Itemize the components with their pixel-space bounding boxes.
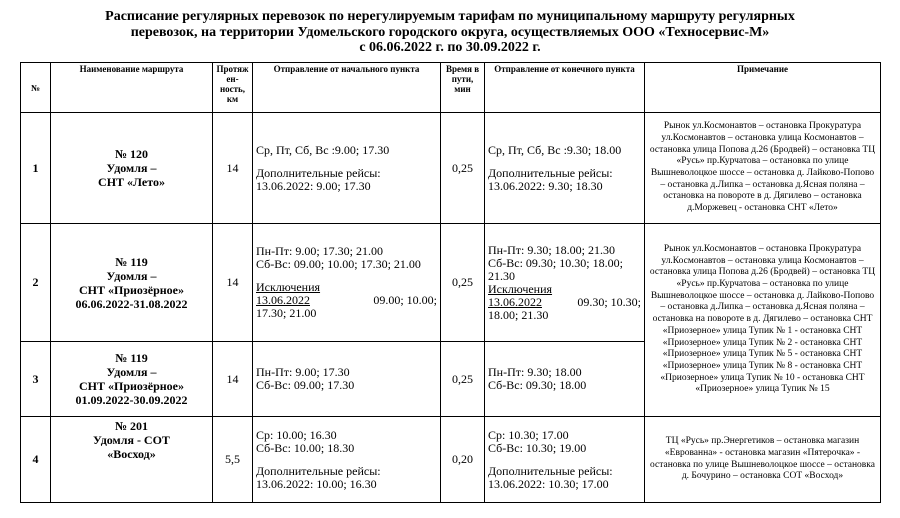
travel-time: 0,20 xyxy=(441,417,485,503)
exceptions-label: Исключения xyxy=(488,281,553,296)
row-number: 1 xyxy=(21,113,51,224)
departure-start xyxy=(253,224,441,342)
schedule-weekend: Сб-Вс: 09.00; 17.30 xyxy=(256,378,355,392)
title-line-1: Расписание регулярных перевозок по нерегулируемым тарифам по муниципальному маршруту регулярных xyxy=(105,9,795,24)
route-note: Рынок ул.Космонавтов – остановка Прокуратура ул.Космонавтов – остановка улица Космонавтов – остановка улица Попова д.26 (Бродвей) – остановка ТЦ «Русь» пр.Курчатова – остановка по улице Вышневолоцкое шоссе – остановка д. Лайково-Попово – остановка д.Липка – остановка д.Ясная поляна – остановка на повороте в д. Дягилево – остановка д.Моржевец - остановка СНТ «Лето» xyxy=(645,113,881,224)
travel-time: 0,25 xyxy=(441,113,485,224)
header-departure-start: Отправление от начального пункта xyxy=(253,63,441,113)
route-number: № 120 xyxy=(114,147,149,161)
extra-value: 13.06.2022: 9.30; 18.30 xyxy=(488,178,603,193)
exceptions-date: 13.06.2022 xyxy=(488,294,542,309)
route-line-1: Удомля - СОТ xyxy=(93,433,170,447)
route-number: № 201 xyxy=(114,419,149,433)
extra-label: Дополнительные рейсы: xyxy=(256,165,381,180)
exceptions-times-cont: 17.30; 21.00 xyxy=(256,306,317,320)
header-travel-time: Время в пути, мин xyxy=(441,63,485,113)
route-name xyxy=(51,342,213,417)
schedule-weekend: Сб-Вс: 09.30; 18.00 xyxy=(488,378,587,392)
extra-value: 13.06.2022: 10.30; 17.00 xyxy=(488,476,609,491)
schedule-weekend: Сб-Вс: 10.00; 18.30 xyxy=(256,440,355,455)
schedule-weekday: Пн-Пт: 9.00; 17.30; 21.00 xyxy=(256,244,383,258)
title-line-3: с 06.06.2022 г. по 30.09.2022 г. xyxy=(359,40,541,55)
exceptions-times-cont: 18.00; 21.30 xyxy=(488,307,549,322)
document-title xyxy=(20,0,880,56)
title-line-2: перевозок, на территории Удомельского городского округа, осуществляемых ООО «Техносервис-М» xyxy=(130,24,770,40)
header-note: Примечание xyxy=(645,63,881,113)
route-line-1: Удомля – xyxy=(106,161,157,175)
departure-end xyxy=(485,417,645,503)
departure-start xyxy=(253,113,441,224)
route-number: № 119 xyxy=(115,351,148,365)
route-name xyxy=(51,417,213,503)
extra-value: 13.06.2022: 9.00; 17.30 xyxy=(256,178,371,193)
extra-value: 13.06.2022: 10.00; 16.30 xyxy=(256,476,377,491)
schedule-main: Ср, Пт, Сб, Вс :9.00; 17.30 xyxy=(256,142,390,157)
route-period: 01.09.2022-30.09.2022 xyxy=(75,393,188,407)
schedule-weekend: Сб-Вс: 09.30; 10.30; 18.00; 21.30 xyxy=(488,255,623,283)
route-note: ТЦ «Русь» пр.Энергетиков – остановка магазин «Еврованна» - остановка магазин «Пятерочка» - остановка по улице Вышневолоцкое шоссе – остановка д. Бочурино – остановка СОТ «Восход» xyxy=(645,417,881,503)
header-length: Протяж ен-ность, км xyxy=(213,63,253,113)
schedule-weekday: Ср: 10.30; 17.00 xyxy=(488,427,569,442)
departure-end xyxy=(485,224,645,342)
schedule-weekend: Сб-Вс: 10.30; 19.00 xyxy=(488,440,587,455)
exceptions-label: Исключения xyxy=(256,280,321,294)
exceptions-times: 09.00; 10.00; xyxy=(373,293,437,307)
route-line-2: СНТ «Приозёрное» xyxy=(79,379,184,393)
row-number: 3 xyxy=(21,342,51,417)
row-number: 2 xyxy=(21,224,51,342)
departure-end xyxy=(485,342,645,417)
header-num: № xyxy=(21,63,51,113)
extra-label: Дополнительные рейсы: xyxy=(256,463,381,478)
route-length: 14 xyxy=(213,342,253,417)
table-row xyxy=(21,224,881,342)
departure-start xyxy=(253,417,441,503)
route-length: 14 xyxy=(213,224,253,342)
departure-start xyxy=(253,342,441,417)
schedule-table xyxy=(20,62,881,503)
route-line-1: Удомля – xyxy=(106,268,157,283)
departure-end xyxy=(485,113,645,224)
schedule-weekend: Сб-Вс: 09.00; 10.00; 17.30; 21.00 xyxy=(256,257,421,271)
route-length: 14 xyxy=(213,113,253,224)
extra-label: Дополнительные рейсы: xyxy=(488,463,613,478)
row-number: 4 xyxy=(21,417,51,503)
schedule-weekday: Пн-Пт: 9.30; 18.00 xyxy=(488,365,582,379)
route-name xyxy=(51,224,213,342)
exceptions-line xyxy=(488,296,641,309)
header-route-name: Наименование маршрута xyxy=(51,63,213,113)
header-departure-end: Отправление от конечного пункта xyxy=(485,63,645,113)
table-row xyxy=(21,417,881,503)
route-note: Рынок ул.Космонавтов – остановка Прокуратура ул.Космонавтов – остановка улица Космонавтов – остановка улица Попова д.26 (Бродвей) – остановка ТЦ «Русь» пр.Курчатова – остановка по улице Вышневолоцкое шоссе – остановка д. Лайково-Попово – остановка д.Липка – остановка д.Ясная поляна – остановка на повороте в д. Дягилево – остановка СНТ «Приозерное» улица Тупик № 1 - остановка СНТ «Приозерное» улица Тупик № 2 - остановка СНТ «Приозерное» улица Тупик № 5 - остановка СНТ «Приозерное» улица Тупик № 8 - остановка СНТ «Приозерное» улица Тупик № 10 - остановка СНТ «Приозерное» улица Тупик № 15 xyxy=(645,224,881,417)
travel-time: 0,25 xyxy=(441,224,485,342)
route-number: № 119 xyxy=(115,254,148,269)
exceptions-times: 09.30; 10.30; xyxy=(577,294,641,309)
schedule-weekday: Ср: 10.00; 16.30 xyxy=(256,427,337,442)
table-row xyxy=(21,113,881,224)
route-length: 5,5 xyxy=(213,417,253,503)
schedule-main: Ср, Пт, Сб, Вс :9.30; 18.00 xyxy=(488,142,622,157)
route-line-2: СНТ «Лето» xyxy=(98,175,165,189)
schedule-weekday: Пн-Пт: 9.30; 18.00; 21.30 xyxy=(488,242,615,257)
route-line-2: СНТ «Приозёрное» xyxy=(79,282,184,297)
travel-time: 0,25 xyxy=(441,342,485,417)
route-period: 06.06.2022-31.08.2022 xyxy=(75,296,188,311)
route-line-2: «Восход» xyxy=(107,447,156,461)
schedule-weekday: Пн-Пт: 9.00; 17.30 xyxy=(256,365,350,379)
route-name xyxy=(51,113,213,224)
extra-label: Дополнительные рейсы: xyxy=(488,165,613,180)
exceptions-date: 13.06.2022 xyxy=(256,293,310,307)
route-line-1: Удомля – xyxy=(106,365,157,379)
header-row xyxy=(21,63,881,113)
